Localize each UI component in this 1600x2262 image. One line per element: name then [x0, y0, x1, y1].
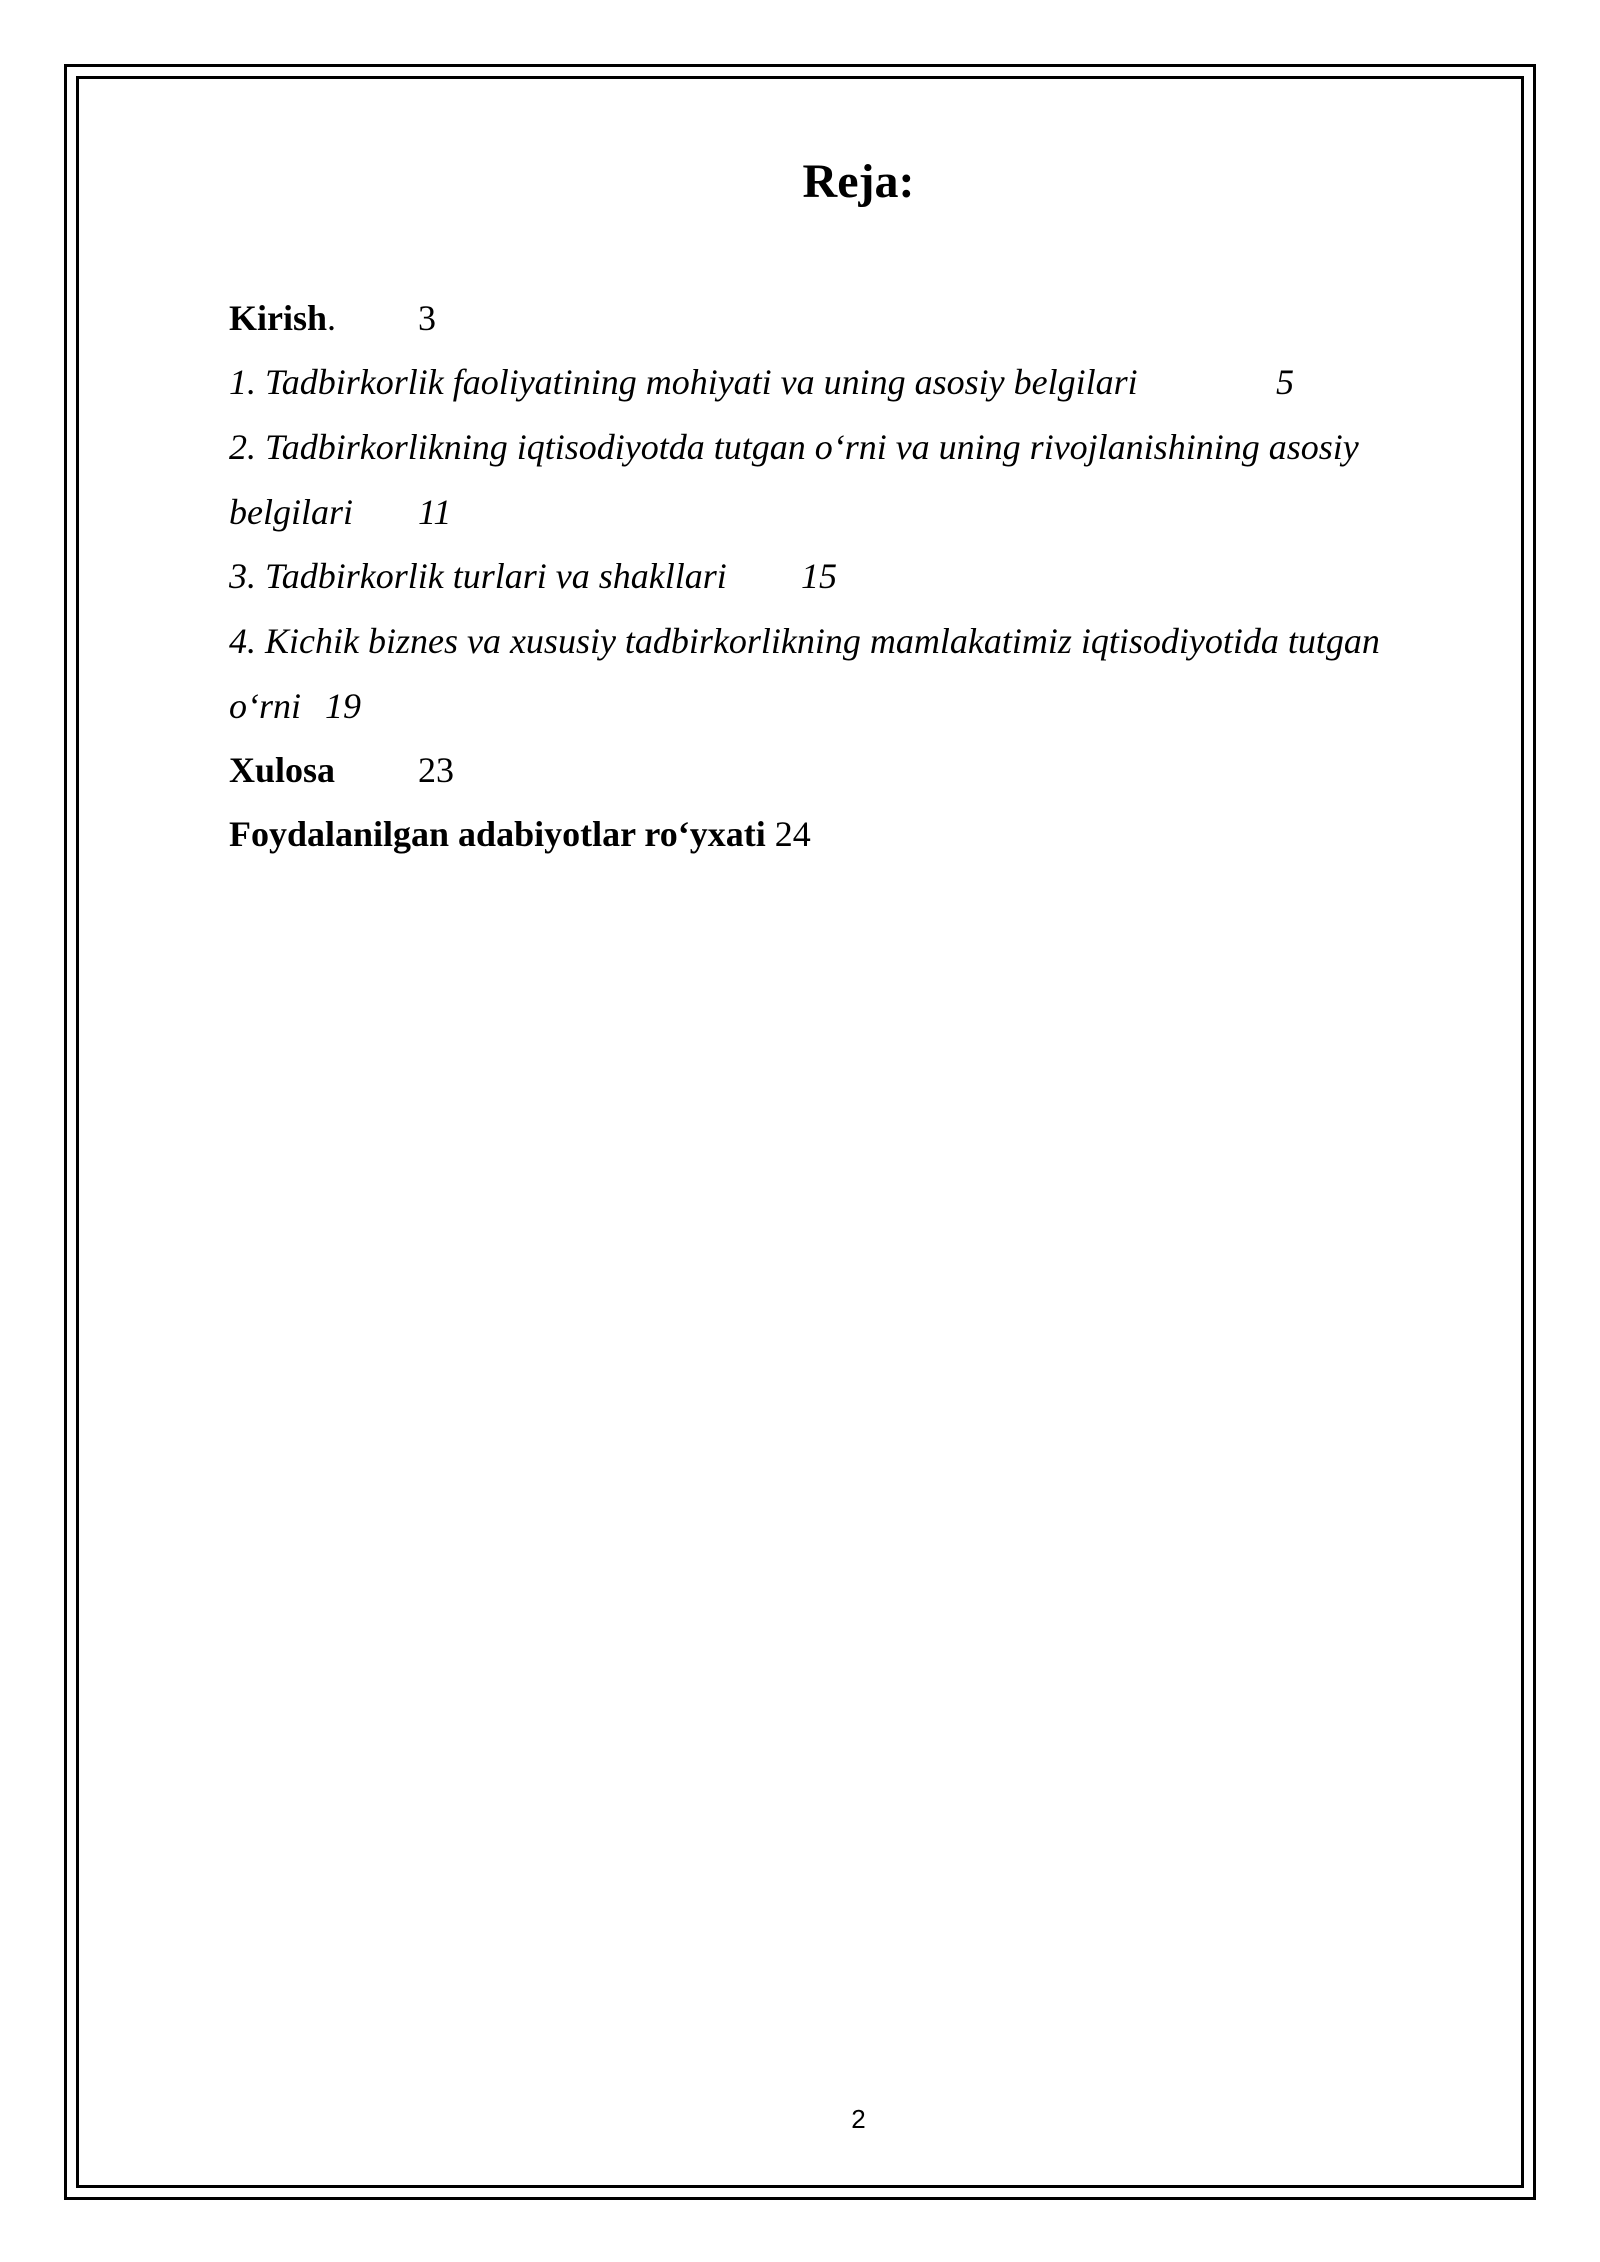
toc-item-1-page: 5	[1276, 362, 1294, 402]
toc-item-4-line-1	[229, 608, 1444, 674]
toc-item-2-page: 11	[418, 492, 452, 532]
toc-conclusion-label: Xulosa	[229, 750, 336, 790]
toc-item-1	[229, 350, 1444, 414]
toc-item-2-line-1	[229, 414, 1444, 480]
toc-intro-label: Kirish	[229, 298, 328, 338]
toc-item-references	[229, 802, 1444, 866]
toc-item-2-text-line-1: 2. Tadbirkorlikning iqtisodiyotda tutgan o‘rni va uning rivojlanishining asosiy	[229, 427, 1359, 467]
toc-item-4-line-2	[229, 674, 1444, 738]
table-of-contents	[229, 286, 1444, 866]
page-title: Reja:	[802, 155, 915, 208]
toc-references-label: Foydalanilgan adabiyotlar ro‘yxati	[229, 814, 766, 854]
toc-item-3	[229, 544, 1444, 608]
toc-item-4-text-line-1: 4. Kichik biznes va xususiy tadbirkorlikning mamlakatimiz iqtisodiyotida tutgan	[229, 621, 1380, 661]
toc-item-2-text-line-2: belgilari	[229, 492, 353, 532]
toc-item-conclusion	[229, 738, 1444, 802]
toc-item-2-line-2	[229, 480, 1444, 544]
toc-item-1-text: 1. Tadbirkorlik faoliyatining mohiyati va uning asosiy belgilari	[229, 362, 1138, 402]
toc-item-3-text: 3. Tadbirkorlik turlari va shakllari	[229, 556, 727, 596]
toc-item-intro	[229, 286, 1444, 350]
toc-item-4-page: 19	[325, 686, 361, 726]
toc-item-3-page: 15	[801, 556, 837, 596]
toc-conclusion-page: 23	[418, 750, 454, 790]
page-number: 2	[851, 2104, 866, 2134]
toc-item-4-text-line-2: o‘rni	[229, 686, 301, 726]
toc-intro-dot: .	[327, 298, 337, 338]
toc-intro-page: 3	[418, 298, 436, 338]
toc-references-page: 24	[774, 814, 811, 854]
